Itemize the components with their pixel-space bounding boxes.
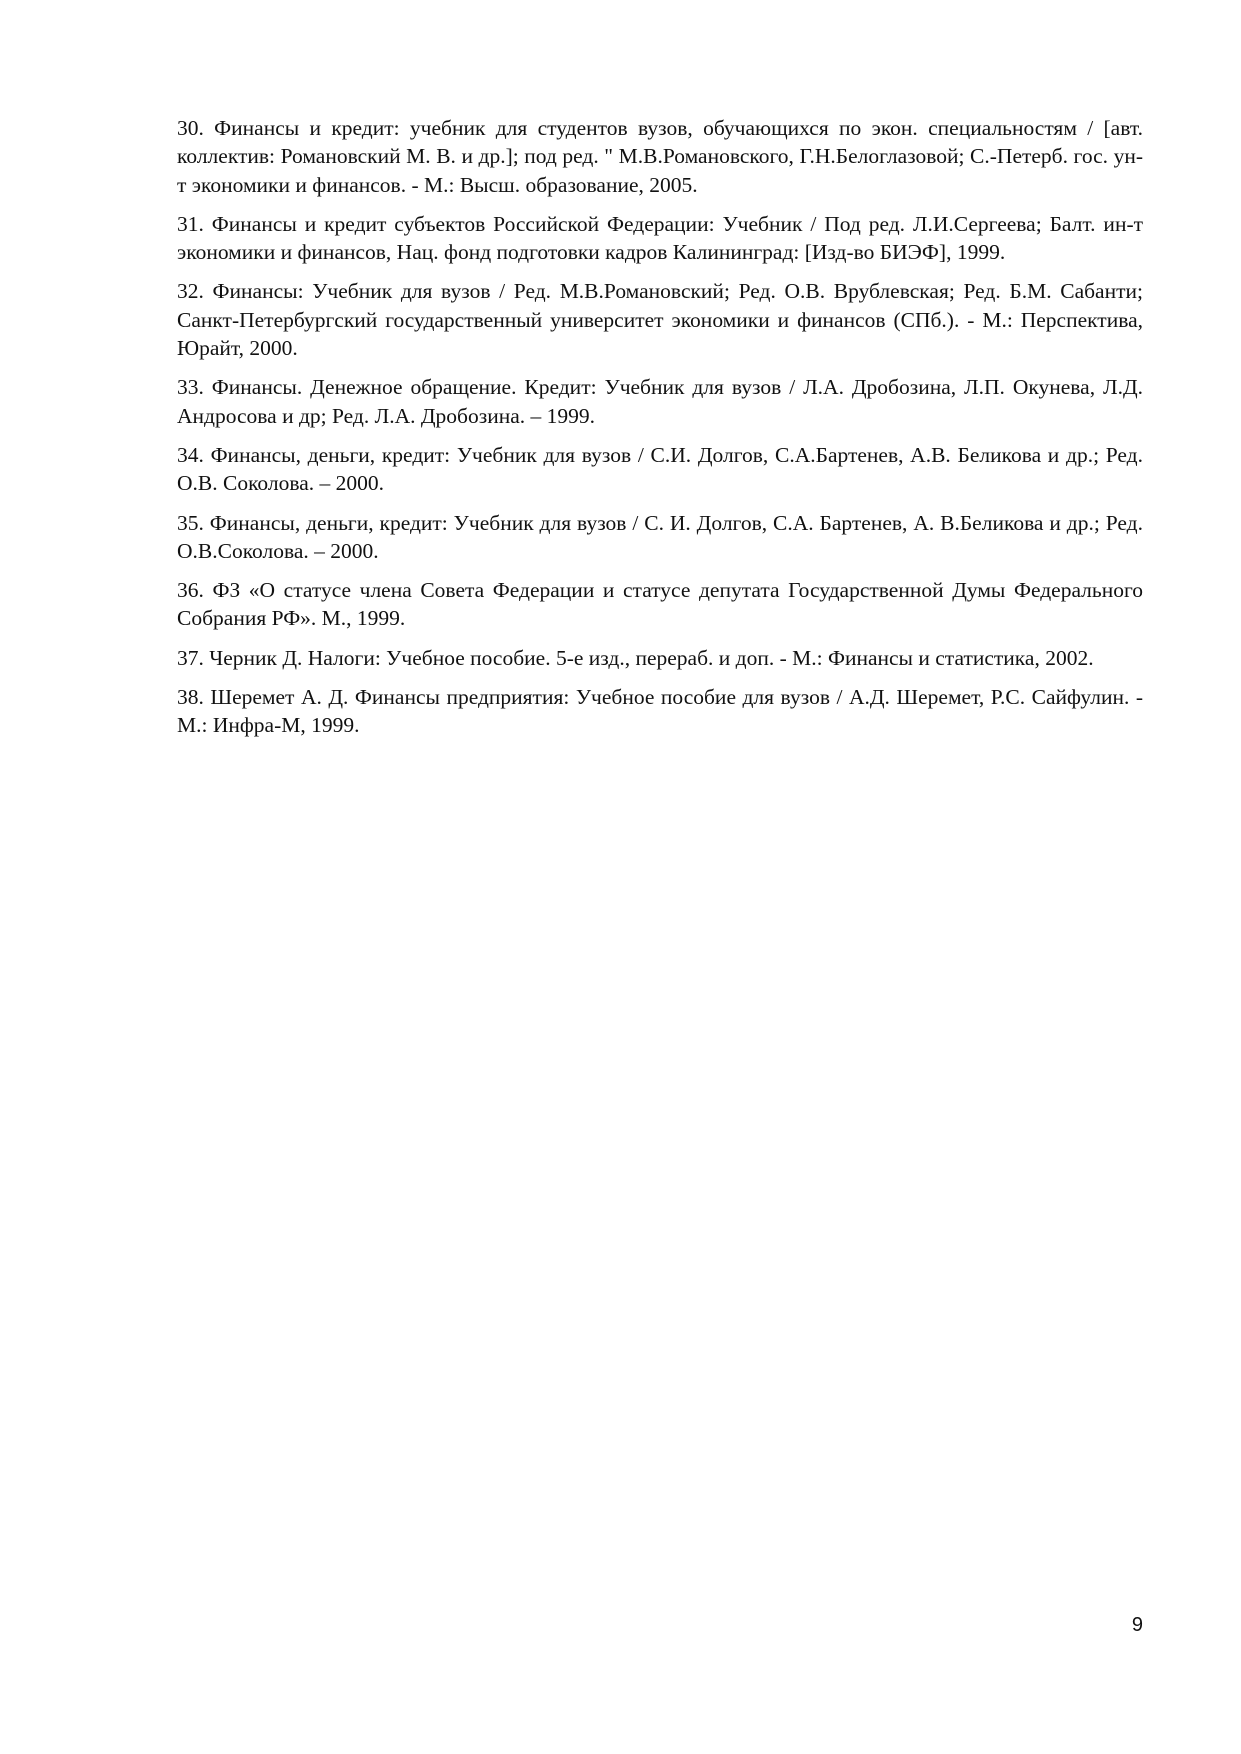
reference-item-33: 33. Финансы. Денежное обращение. Кредит: Учебник для вузов / Л.А. Дробозина, Л.П. Окунева, Л.Д. Андросова и др; Ред. Л.А. Дробозина. – 1999. [177, 375, 1143, 428]
reference-item-37: 37. Черник Д. Налоги: Учебное пособие. 5-е изд., перераб. и доп. - М.: Финансы и статистика, 2002. [177, 645, 1094, 670]
reference-item-35: 35. Финансы, деньги, кредит: Учебник для вузов / С. И. Долгов, С.А. Бартенев, А. В.Беликова и др.; Ред. О.В.Соколова. – 2000. [177, 510, 1143, 563]
reference-list [177, 114, 1143, 751]
reference-item-31: 31. Финансы и кредит субъектов Российской Федерации: Учебник / Под ред. Л.И.Сергеева; Балт. ин-т экономики и финансов, Нац. фонд подготовки кадров Калининград: [Изд-во БИЭФ], 1999. [177, 211, 1143, 265]
reference-item-30: 30. Финансы и кредит: учебник для студентов вузов, обучающихся по экон. специальностям / [авт. коллектив: Романовский М. В. и др.]; под ред. " М.В.Романовского, Г.Н.Белоглазовой; С.-Петерб. гос. ун-т экономики и финансов. - М.: Высш. образование, 2005. [177, 116, 1143, 197]
reference-item-38: 38. Шеремет А. Д. Финансы предприятия: Учебное пособие для вузов / А.Д. Шеремет, Р.С. Сайфулин. - М.: Инфра-М, 1999. [177, 685, 1143, 738]
reference-item-32: 32. Финансы: Учебник для вузов / Ред. М.В.Романовский; Ред. О.В. Врублевская; Ред. Б.М. Сабанти; Санкт-Петербургский государственный университет экономики и финансов (СПб.). - М.: Перспектива, Юрайт, 2000. [177, 279, 1143, 361]
page-number: 9 [1131, 1614, 1143, 1636]
reference-item-36: 36. ФЗ «О статусе члена Совета Федерации и статусе депутата Государственной Думы Федерального Собрания РФ». М., 1999. [177, 578, 1143, 631]
reference-item-34: 34. Финансы, деньги, кредит: Учебник для вузов / С.И. Долгов, С.А.Бартенев, А.В. Беликова и др.; Ред. О.В. Соколова. – 2000. [177, 442, 1143, 496]
